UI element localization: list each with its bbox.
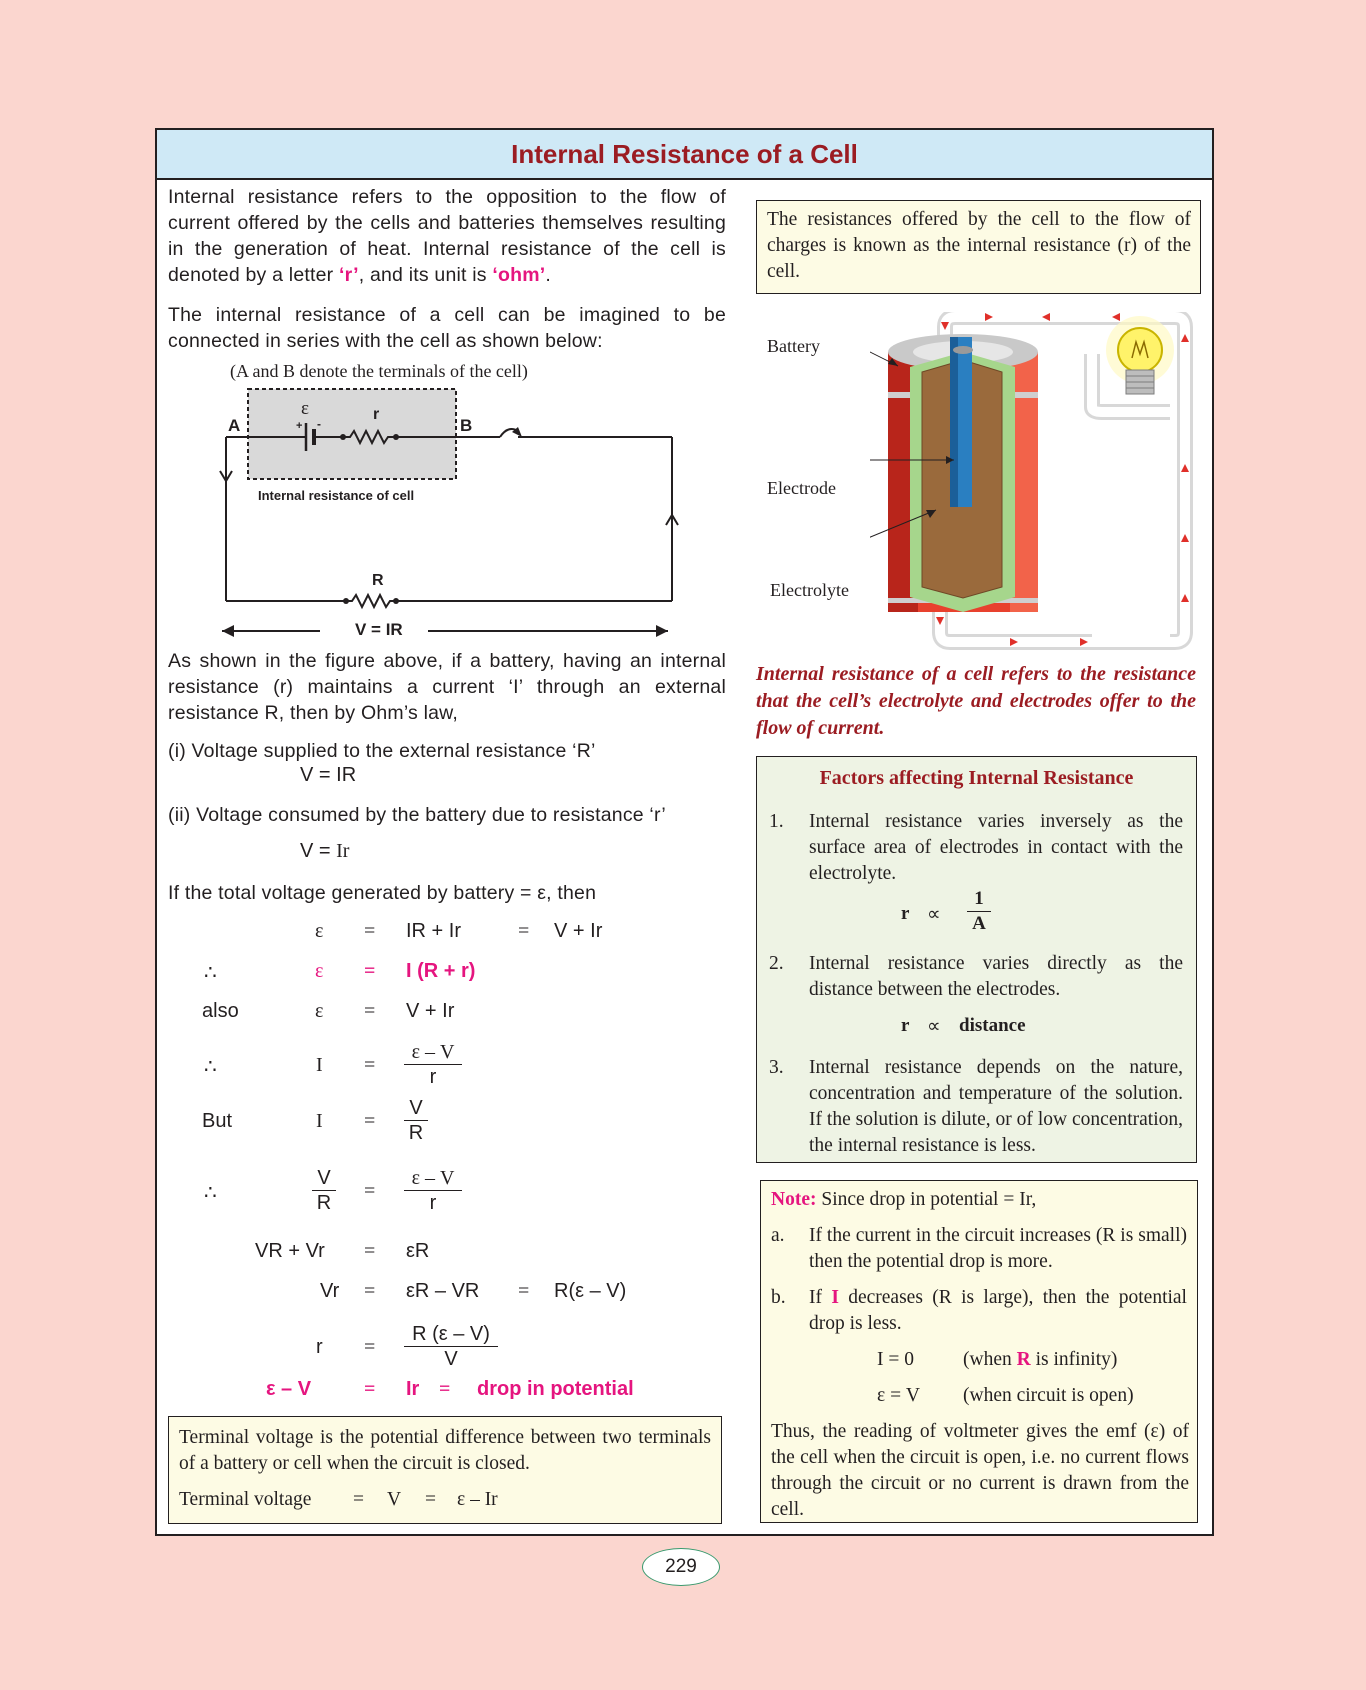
- d10-eq: =: [364, 1378, 376, 1400]
- note-c2-rhs: (when circuit is open): [963, 1385, 1134, 1406]
- d1-eq: =: [364, 920, 376, 942]
- note-c1-lhs: I = 0: [877, 1349, 914, 1370]
- factor-1-prop: ∝: [927, 904, 941, 925]
- series-paragraph: The internal resistance of a cell can be imagined to be connected in series with the cell as shown below:: [168, 304, 726, 352]
- d10-rhs: drop in potential: [477, 1378, 634, 1400]
- minus-label: -: [317, 417, 321, 431]
- plus-label: +: [296, 420, 303, 432]
- electrolyte-label: Electrolyte: [770, 580, 849, 600]
- d2-rhs: I (R + r): [406, 960, 476, 982]
- d5-label: But: [202, 1110, 233, 1132]
- vir-arrowhead-right: [656, 625, 668, 637]
- d9-eq: =: [364, 1336, 376, 1358]
- factor-1-fraction: $\frac{1}{A}$: [967, 887, 991, 936]
- factor-2-rhs: distance: [959, 1015, 1026, 1036]
- note-c2-lhs: ε = V: [877, 1385, 921, 1406]
- emf-label: ε: [301, 398, 309, 419]
- note-a-marker: a.: [771, 1225, 785, 1246]
- d7-eq: =: [364, 1240, 376, 1262]
- d3-rhs: V + Ir: [406, 1000, 455, 1022]
- wire-mask: [1092, 407, 1170, 642]
- circuit-diagram: [200, 385, 700, 645]
- eq-ii: V = Ir: [300, 840, 350, 862]
- d5-fraction: $\frac{V}{R}$: [404, 1096, 428, 1145]
- title-bar: [157, 130, 1212, 180]
- terminal-eq2: =: [425, 1489, 436, 1510]
- box-label: Internal resistance of cell: [258, 488, 415, 503]
- d5-eq: =: [364, 1110, 376, 1132]
- d2-eq: =: [364, 960, 376, 982]
- terminal-voltage-box: [168, 1416, 722, 1524]
- eq-i: V = IR: [300, 764, 357, 786]
- d3-label: also: [202, 1000, 239, 1022]
- definition-text: The resistances offered by the cell to the flow of charges is known as the internal resistance (r) of the cell.: [767, 209, 1191, 282]
- bulb-glass: [1118, 328, 1162, 372]
- factor-3-number: 3.: [769, 1057, 784, 1078]
- d4-eq: =: [364, 1054, 376, 1076]
- electrode-label: Electrode: [767, 478, 836, 498]
- item-ii: (ii) Voltage consumed by the battery due to resistance ‘r’: [168, 804, 666, 826]
- external-R-label: R: [372, 572, 384, 589]
- external-resistor: [346, 595, 396, 607]
- note-c1-rhs: (when R is infinity): [963, 1349, 1118, 1370]
- factors-heading: Factors affecting Internal Resistance: [819, 767, 1134, 789]
- factors-box: [756, 756, 1197, 1163]
- page-title: Internal Resistance of a Cell: [511, 139, 858, 169]
- italic-note: Internal resistance of a cell refers to the resistance that the cell’s electrolyte and electrodes offer to the flow of current.: [756, 663, 1196, 739]
- d8-rhs1: εR – VR: [406, 1280, 480, 1302]
- d1-rhs1: IR + Ir: [406, 920, 462, 942]
- battery-figure: [870, 312, 1210, 657]
- definition-box: [756, 200, 1201, 294]
- d9-fraction: $\frac{R (\varepsilon - V)}{V}$: [404, 1322, 498, 1371]
- battery-label: Battery: [767, 336, 820, 356]
- factor-2-r: r: [901, 1015, 910, 1036]
- d10-lhs: ε – V: [266, 1378, 312, 1400]
- d7-lhs: VR + Vr: [255, 1240, 325, 1262]
- d3-eq: =: [364, 1000, 376, 1022]
- note-intro: Note: Since drop in potential = Ir,: [771, 1189, 1037, 1210]
- d6-rhs-fraction: $\frac{\varepsilon - V}{r}$: [404, 1166, 462, 1215]
- d2-therefore: ∴: [204, 962, 217, 984]
- factor-2-number: 2.: [769, 953, 784, 974]
- vir-label: V = IR: [355, 620, 403, 639]
- d1-rhs2: V + Ir: [554, 920, 603, 942]
- factor-1-text: Internal resistance varies inversely as the surface area of electrodes in contact with the electrolyte.: [809, 811, 1183, 884]
- d4-lhs: I: [316, 1054, 323, 1076]
- terminal-expr: ε – Ir: [457, 1489, 498, 1510]
- ohm-paragraph: As shown in the figure above, if a battery, having an internal resistance (r) maintains a current ‘I’ through an external resistance R, then by Ohm’s law,: [168, 650, 726, 724]
- factor-3-text: Internal resistance depends on the nature, concentration and temperature of the solution. If the solution is dilute, or of low concentration, the internal resistance is less.: [809, 1057, 1183, 1156]
- d6-therefore: ∴: [204, 1182, 217, 1204]
- d8-eq: =: [364, 1280, 376, 1302]
- factor-2-prop: ∝: [927, 1016, 941, 1037]
- intro-paragraph: Internal resistance refers to the opposition to the flow of current offered by the cells and batteries themselves resulting in the generation of heat. Internal resistance of the cell is denoted by a letter ‘r’, and its unit is ‘ohm’.: [168, 186, 726, 286]
- note-box: [760, 1180, 1198, 1523]
- d6-eq: =: [364, 1180, 376, 1202]
- d5-lhs: I: [316, 1110, 323, 1132]
- note-b-marker: b.: [771, 1287, 786, 1308]
- d4-fraction: $\frac{\varepsilon - V}{r}$: [404, 1040, 462, 1089]
- factor-1-number: 1.: [769, 811, 784, 832]
- internal-r-label: r: [373, 406, 380, 423]
- terminal-voltage-text: Terminal voltage is the potential difference between two terminals of a battery or cell when the circuit is closed.: [179, 1427, 711, 1474]
- note-b-text: If I decreases (R is large), then the potential drop is less.: [809, 1287, 1187, 1334]
- diagram-caption: (A and B denote the terminals of the cell): [230, 361, 528, 381]
- terminal-a-label: A: [228, 416, 241, 435]
- vir-arrowhead-left: [222, 625, 234, 637]
- page-number: 229: [642, 1548, 720, 1586]
- terminal-v: V: [387, 1489, 402, 1510]
- terminal-b-label: B: [460, 416, 473, 435]
- d2-lhs: ε: [315, 960, 324, 982]
- d3-lhs: ε: [315, 1000, 324, 1022]
- d9-lhs: r: [316, 1336, 323, 1358]
- item-i: (i) Voltage supplied to the external resistance ‘R’: [168, 740, 596, 762]
- d6-lhs-fraction: $\frac{V}{R}$: [312, 1166, 336, 1215]
- total-voltage-text: If the total voltage generated by battery = ε, then: [168, 882, 597, 904]
- d10-eq2: =: [439, 1378, 451, 1400]
- d7-rhs: εR: [406, 1240, 430, 1262]
- note-a-text: If the current in the circuit increases (R is small) then the potential drop is more.: [809, 1225, 1187, 1272]
- factor-1-r: r: [901, 903, 910, 924]
- factor-2-text: Internal resistance varies directly as the distance between the electrodes.: [809, 953, 1183, 1000]
- d4-therefore: ∴: [204, 1056, 217, 1078]
- terminal-voltage-label: Terminal voltage: [179, 1489, 312, 1510]
- terminal-eq1: =: [353, 1489, 364, 1510]
- d8-rhs2: R(ε – V): [554, 1280, 627, 1302]
- d1-eq2: =: [518, 920, 530, 942]
- d10-mid: Ir: [406, 1378, 420, 1400]
- d8-eq2: =: [518, 1280, 530, 1302]
- d1-lhs: ε: [315, 920, 324, 942]
- note-conclusion: Thus, the reading of voltmeter gives the emf (ε) of the cell when the circuit is open, i.e. no current flows through the circuit or no current is drawn from the cell.: [771, 1421, 1189, 1520]
- d8-lhs: Vr: [320, 1280, 340, 1302]
